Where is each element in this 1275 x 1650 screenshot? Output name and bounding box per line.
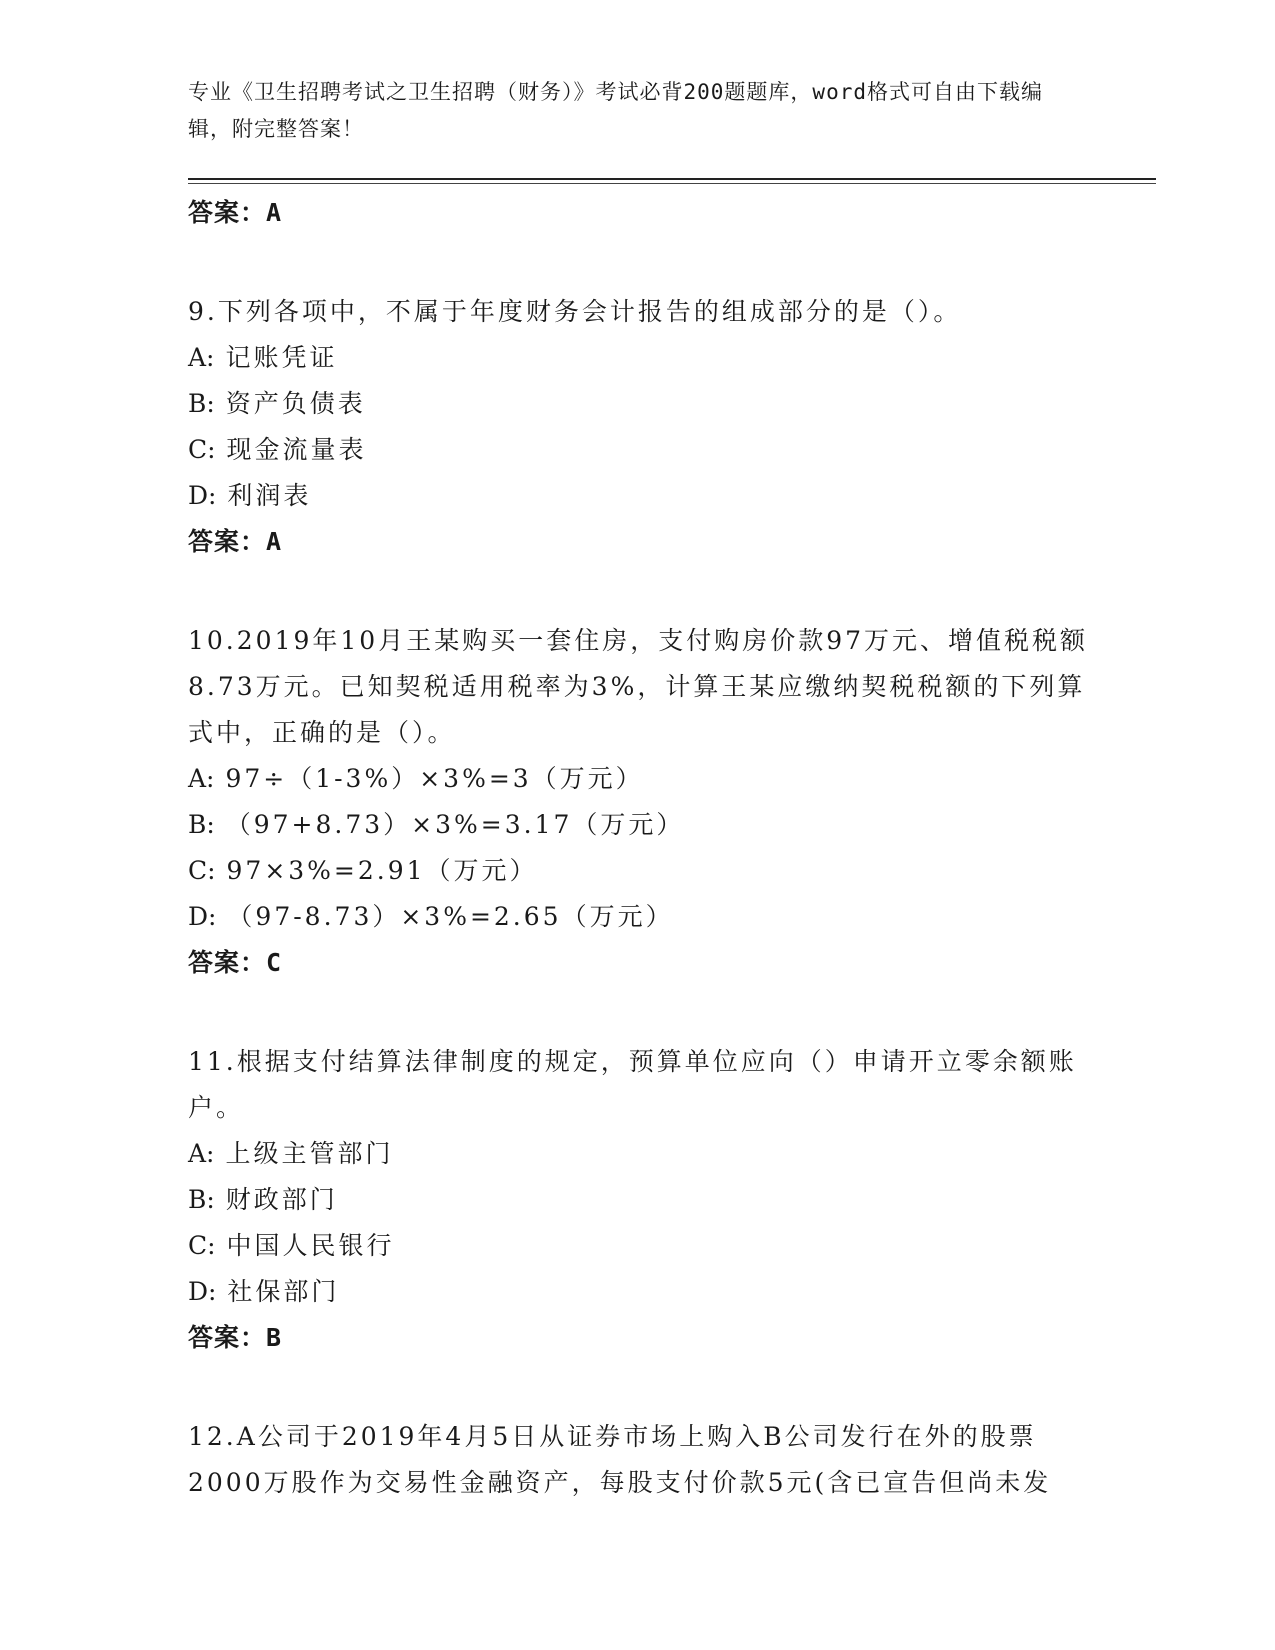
option-c: C: 中国人民银行 <box>188 1231 395 1260</box>
option-d: D: （97-8.73）×3%=2.65（万元） <box>188 902 674 931</box>
answer-line: 答案：A <box>188 198 283 227</box>
question-block <box>188 289 1088 565</box>
option-b: B: 资产负债表 <box>188 389 366 418</box>
question-block <box>188 618 1088 986</box>
option-d: D: 社保部门 <box>188 1277 340 1306</box>
answer-line: 答案：C <box>188 948 283 977</box>
option-b: B: （97+8.73）×3%=3.17（万元） <box>188 810 685 839</box>
option-d: D: 利润表 <box>188 481 312 510</box>
option-c: C: 现金流量表 <box>188 435 367 464</box>
question-text: 10.2019年10月王某购买一套住房，支付购房价款97万元、增值税税额8.73万元。已知契税适用税率为3%，计算王某应缴纳契税税额的下列算式中，正确的是（）。 <box>188 626 1089 747</box>
answer-line: 答案：B <box>188 1323 283 1352</box>
option-b: B: 财政部门 <box>188 1185 338 1214</box>
document-body <box>188 190 1088 1506</box>
question-block <box>188 1039 1088 1361</box>
page-header: 专业《卫生招聘考试之卫生招聘（财务）》考试必背200题题库，word格式可自由下载编辑，附完整答案！ <box>188 80 1043 141</box>
question-text: 11.根据支付结算法律制度的规定，预算单位应向（）申请开立零余额账户。 <box>188 1047 1077 1122</box>
answer-line: 答案：A <box>188 527 283 556</box>
option-a: A: 上级主管部门 <box>188 1139 394 1168</box>
header-divider <box>188 178 1156 180</box>
option-a: A: 97÷（1-3%）×3%=3（万元） <box>188 764 644 793</box>
option-c: C: 97×3%=2.91（万元） <box>188 856 538 885</box>
header-divider-thin <box>188 183 1156 184</box>
question-text: 12.A公司于2019年4月5日从证券市场上购入B公司发行在外的股票2000万股作为交易性金融资产，每股支付价款5元(含已宣告但尚未发 <box>188 1422 1052 1497</box>
question-text: 9.下列各项中，不属于年度财务会计报告的组成部分的是（）。 <box>188 297 962 326</box>
question-block <box>188 1414 1088 1506</box>
option-a: A: 记账凭证 <box>188 343 338 372</box>
